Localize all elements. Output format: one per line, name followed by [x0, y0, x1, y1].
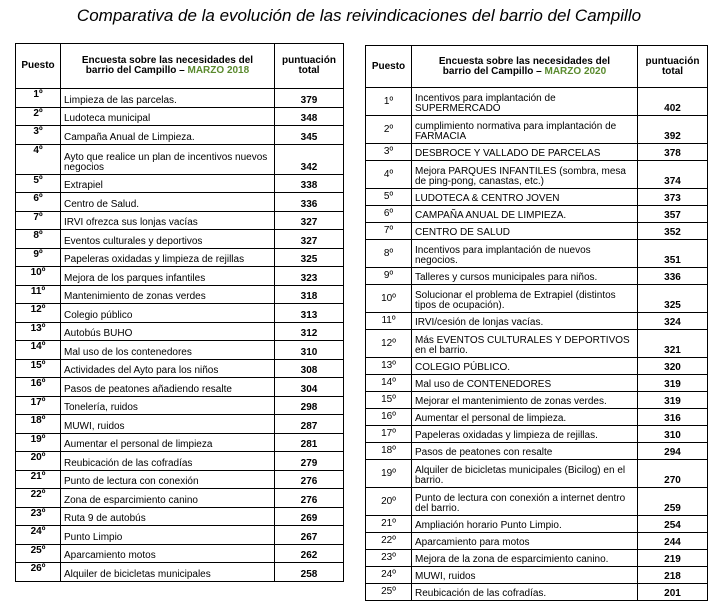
score-cell: 308 [275, 359, 344, 378]
table-row [16, 144, 344, 174]
table-row [366, 223, 708, 240]
table-row [366, 330, 708, 358]
rank-cell: 4º [16, 144, 61, 174]
rank-cell: 5º [366, 189, 412, 206]
score-cell: 373 [638, 189, 708, 206]
score-cell: 319 [638, 392, 708, 409]
need-description-cell: MUWI, ruidos [61, 415, 275, 434]
score-cell: 345 [275, 126, 344, 145]
table-row [366, 426, 708, 443]
table-row [16, 378, 344, 397]
need-description-cell: Punto de lectura con conexión [61, 470, 275, 489]
table-row [366, 443, 708, 460]
table-row [16, 507, 344, 526]
score-header: puntuación total [275, 44, 344, 89]
table-row [366, 206, 708, 223]
rank-cell: 10º [16, 267, 61, 286]
score-cell: 310 [638, 426, 708, 443]
table-row [366, 268, 708, 285]
need-description-cell: MUWI, ruidos [412, 567, 638, 584]
need-description-cell: Incentivos para implantación de nuevos negocios. [412, 240, 638, 268]
need-description-cell: DESBROCE Y VALLADO DE PARCELAS [412, 144, 638, 161]
table-row [16, 285, 344, 304]
rank-cell: 14º [366, 375, 412, 392]
rank-cell: 26º [16, 563, 61, 582]
need-description-cell: Mantenimiento de zonas verdes [61, 285, 275, 304]
score-cell: 327 [275, 211, 344, 230]
rank-cell: 8º [16, 230, 61, 249]
score-cell: 312 [275, 322, 344, 341]
need-description-cell: Solucionar el problema de Extrapiel (distintos tipos de ocupación). [412, 285, 638, 313]
rank-cell: 2º [366, 116, 412, 144]
score-cell: 352 [638, 223, 708, 240]
rank-cell: 15º [16, 359, 61, 378]
need-description-cell: Aparcamiento para motos [412, 533, 638, 550]
score-cell: 323 [275, 267, 344, 286]
need-description-cell: CENTRO DE SALUD [412, 223, 638, 240]
rank-cell: 21º [366, 516, 412, 533]
need-description-cell: Aumentar el personal de limpieza [61, 433, 275, 452]
table-row [16, 544, 344, 563]
table-row [16, 341, 344, 360]
rank-cell: 1º [366, 88, 412, 116]
rank-cell: 21º [16, 470, 61, 489]
score-cell: 324 [638, 313, 708, 330]
rank-cell: 22º [366, 533, 412, 550]
score-cell: 304 [275, 378, 344, 397]
need-description-cell: Punto de lectura con conexión a internet dentro del barrio. [412, 488, 638, 516]
score-cell: 254 [638, 516, 708, 533]
need-description-cell: Papeleras oxidadas y limpieza de rejillas [61, 248, 275, 267]
rank-cell: 3º [16, 126, 61, 145]
table-row [16, 470, 344, 489]
score-cell: 310 [275, 341, 344, 360]
need-description-cell: Pasos de peatones con resalte [412, 443, 638, 460]
score-cell: 276 [275, 470, 344, 489]
rank-cell: 20º [366, 488, 412, 516]
rank-cell: 4º [366, 161, 412, 189]
need-description-cell: Mal uso de CONTENEDORES [412, 375, 638, 392]
rank-cell: 12º [366, 330, 412, 358]
table-row [16, 267, 344, 286]
table-header-row [366, 46, 708, 88]
need-description-cell: cumplimiento normativa para implantación de FARMACIA [412, 116, 638, 144]
table-row [16, 174, 344, 193]
table-row [16, 396, 344, 415]
score-cell: 267 [275, 526, 344, 545]
table-row [366, 161, 708, 189]
score-cell: 336 [638, 268, 708, 285]
table-row [16, 433, 344, 452]
rank-cell: 9º [16, 248, 61, 267]
survey-header-line1: Encuesta sobre las necesidades del [81, 55, 254, 66]
rank-header: Puesto [366, 46, 412, 88]
need-description-cell: Aparcamiento motos [61, 544, 275, 563]
need-description-cell: Talleres y cursos municipales para niños. [412, 268, 638, 285]
score-cell: 313 [275, 304, 344, 323]
score-cell: 327 [275, 230, 344, 249]
need-description-cell: Mal uso de los contenedores [61, 341, 275, 360]
need-description-cell: Actividades del Ayto para los niños [61, 359, 275, 378]
survey-header [61, 44, 275, 89]
rank-cell: 17º [16, 396, 61, 415]
table-row [366, 313, 708, 330]
need-description-cell: IRVI ofrezca sus lonjas vacías [61, 211, 275, 230]
table-row [366, 460, 708, 488]
rank-cell: 23º [16, 507, 61, 526]
score-cell: 219 [638, 550, 708, 567]
table-row [366, 409, 708, 426]
table-row [16, 304, 344, 323]
rank-cell: 8º [366, 240, 412, 268]
need-description-cell: CAMPAÑA ANUAL DE LIMPIEZA. [412, 206, 638, 223]
score-cell: 287 [275, 415, 344, 434]
rank-cell: 9º [366, 268, 412, 285]
ranking-table-2020 [365, 45, 708, 601]
table-row [16, 193, 344, 212]
need-description-cell: LUDOTECA & CENTRO JOVEN [412, 189, 638, 206]
rank-cell: 20º [16, 452, 61, 471]
table-row [16, 107, 344, 126]
score-cell: 218 [638, 567, 708, 584]
rank-cell: 25º [16, 544, 61, 563]
need-description-cell: Centro de Salud. [61, 193, 275, 212]
table-row [16, 89, 344, 108]
need-description-cell: Aumentar el personal de limpieza. [412, 409, 638, 426]
need-description-cell: Eventos culturales y deportivos [61, 230, 275, 249]
need-description-cell: Ludoteca municipal [61, 107, 275, 126]
rank-cell: 19º [16, 433, 61, 452]
page-title: Comparativa de la evolución de las reivindicaciones del barrio del Campillo [76, 6, 642, 25]
table-row [366, 375, 708, 392]
need-description-cell: Punto Limpio [61, 526, 275, 545]
score-cell: 379 [275, 89, 344, 108]
score-cell: 270 [638, 460, 708, 488]
table-row [366, 116, 708, 144]
survey-header-line2: barrio del Campillo – [85, 65, 188, 76]
score-cell: 321 [638, 330, 708, 358]
score-cell: 348 [275, 107, 344, 126]
need-description-cell: Reubicación de las cofradías [61, 452, 275, 471]
score-cell: 325 [275, 248, 344, 267]
score-cell: 316 [638, 409, 708, 426]
table-row [16, 211, 344, 230]
need-description-cell: Ruta 9 de autobús [61, 507, 275, 526]
rank-cell: 1º [16, 89, 61, 108]
rank-cell: 24º [16, 526, 61, 545]
rank-cell: 2º [16, 107, 61, 126]
rank-cell: 6º [16, 193, 61, 212]
score-cell: 269 [275, 507, 344, 526]
table-row [16, 248, 344, 267]
score-cell: 298 [275, 396, 344, 415]
table-row [366, 567, 708, 584]
score-cell: 281 [275, 433, 344, 452]
rank-cell: 7º [16, 211, 61, 230]
need-description-cell: Tonelería, ruidos [61, 396, 275, 415]
table-row [16, 322, 344, 341]
table-row [16, 489, 344, 508]
score-cell: 294 [638, 443, 708, 460]
rank-cell: 6º [366, 206, 412, 223]
rank-cell: 13º [16, 322, 61, 341]
table-row [366, 358, 708, 375]
need-description-cell: Reubicación de las cofradías. [412, 584, 638, 601]
score-cell: 318 [275, 285, 344, 304]
rank-cell: 16º [366, 409, 412, 426]
table-row [366, 285, 708, 313]
need-description-cell: COLEGIO PÚBLICO. [412, 358, 638, 375]
survey-date-highlight: MARZO 2018 [187, 65, 250, 76]
table-header-row [16, 44, 344, 89]
survey-header-line1: Encuesta sobre las necesidades del [438, 55, 611, 67]
score-cell: 342 [275, 144, 344, 174]
rank-cell: 3º [366, 144, 412, 161]
table-body-2018 [16, 89, 344, 582]
score-cell: 392 [638, 116, 708, 144]
table-row [366, 516, 708, 533]
score-cell: 336 [275, 193, 344, 212]
rank-cell: 11º [16, 285, 61, 304]
need-description-cell: Incentivos para implantación de SUPERMERCADO [412, 88, 638, 116]
score-cell: 276 [275, 489, 344, 508]
rank-cell: 24º [366, 567, 412, 584]
score-cell: 279 [275, 452, 344, 471]
table-row [16, 126, 344, 145]
table-row [366, 189, 708, 206]
table-row [366, 488, 708, 516]
need-description-cell: Colegio público [61, 304, 275, 323]
rank-cell: 13º [366, 358, 412, 375]
rank-cell: 19º [366, 460, 412, 488]
score-cell: 319 [638, 375, 708, 392]
table-row [366, 144, 708, 161]
score-cell: 262 [275, 544, 344, 563]
survey-header-line2: barrio del Campillo – [442, 65, 545, 77]
need-description-cell: Ampliación horario Punto Limpio. [412, 516, 638, 533]
table-row [366, 392, 708, 409]
need-description-cell: IRVI/cesión de lonjas vacías. [412, 313, 638, 330]
score-cell: 351 [638, 240, 708, 268]
rank-cell: 14º [16, 341, 61, 360]
table-body-2020 [366, 88, 708, 601]
table-row [366, 550, 708, 567]
table-row [16, 415, 344, 434]
rank-cell: 17º [366, 426, 412, 443]
need-description-cell: Alquiler de bicicletas municipales (Bicilog) en el barrio. [412, 460, 638, 488]
score-cell: 357 [638, 206, 708, 223]
table-row [16, 526, 344, 545]
rank-header: Puesto [16, 44, 61, 89]
table-row [16, 452, 344, 471]
need-description-cell: Mejora de la zona de esparcimiento canino. [412, 550, 638, 567]
need-description-cell: Extrapiel [61, 174, 275, 193]
rank-cell: 18º [366, 443, 412, 460]
table-row [366, 533, 708, 550]
rank-cell: 25º [366, 584, 412, 601]
rank-cell: 18º [16, 415, 61, 434]
rank-cell: 7º [366, 223, 412, 240]
rank-cell: 5º [16, 174, 61, 193]
rank-cell: 16º [16, 378, 61, 397]
table-row [366, 88, 708, 116]
score-cell: 258 [275, 563, 344, 582]
ranking-table-2018 [15, 43, 344, 582]
score-cell: 325 [638, 285, 708, 313]
need-description-cell: Papeleras oxidadas y limpieza de rejillas. [412, 426, 638, 443]
need-description-cell: Pasos de peatones añadiendo resalte [61, 378, 275, 397]
table-row [366, 584, 708, 601]
rank-cell: 22º [16, 489, 61, 508]
need-description-cell: Autobús BUHO [61, 322, 275, 341]
score-cell: 259 [638, 488, 708, 516]
need-description-cell: Más EVENTOS CULTURALES Y DEPORTIVOS en el barrio. [412, 330, 638, 358]
need-description-cell: Mejorar el mantenimiento de zonas verdes. [412, 392, 638, 409]
need-description-cell: Campaña Anual de Limpieza. [61, 126, 275, 145]
score-cell: 378 [638, 144, 708, 161]
rank-cell: 11º [366, 313, 412, 330]
score-cell: 201 [638, 584, 708, 601]
need-description-cell: Mejora PARQUES INFANTILES (sombra, mesa de ping-pong, canastas, etc.) [412, 161, 638, 189]
table-row [16, 230, 344, 249]
need-description-cell: Mejora de los parques infantiles [61, 267, 275, 286]
survey-header [412, 46, 638, 88]
survey-date-highlight: MARZO 2020 [544, 65, 607, 77]
score-cell: 374 [638, 161, 708, 189]
rank-cell: 15º [366, 392, 412, 409]
need-description-cell: Limpieza de las parcelas. [61, 89, 275, 108]
need-description-cell: Alquiler de bicicletas municipales [61, 563, 275, 582]
score-cell: 402 [638, 88, 708, 116]
table-row [366, 240, 708, 268]
rank-cell: 23º [366, 550, 412, 567]
need-description-cell: Ayto que realice un plan de incentivos nuevos negocios [61, 144, 275, 174]
score-cell: 320 [638, 358, 708, 375]
score-cell: 338 [275, 174, 344, 193]
rank-cell: 12º [16, 304, 61, 323]
table-row [16, 563, 344, 582]
score-header: puntuación total [638, 46, 708, 88]
rank-cell: 10º [366, 285, 412, 313]
score-cell: 244 [638, 533, 708, 550]
need-description-cell: Zona de esparcimiento canino [61, 489, 275, 508]
table-row [16, 359, 344, 378]
